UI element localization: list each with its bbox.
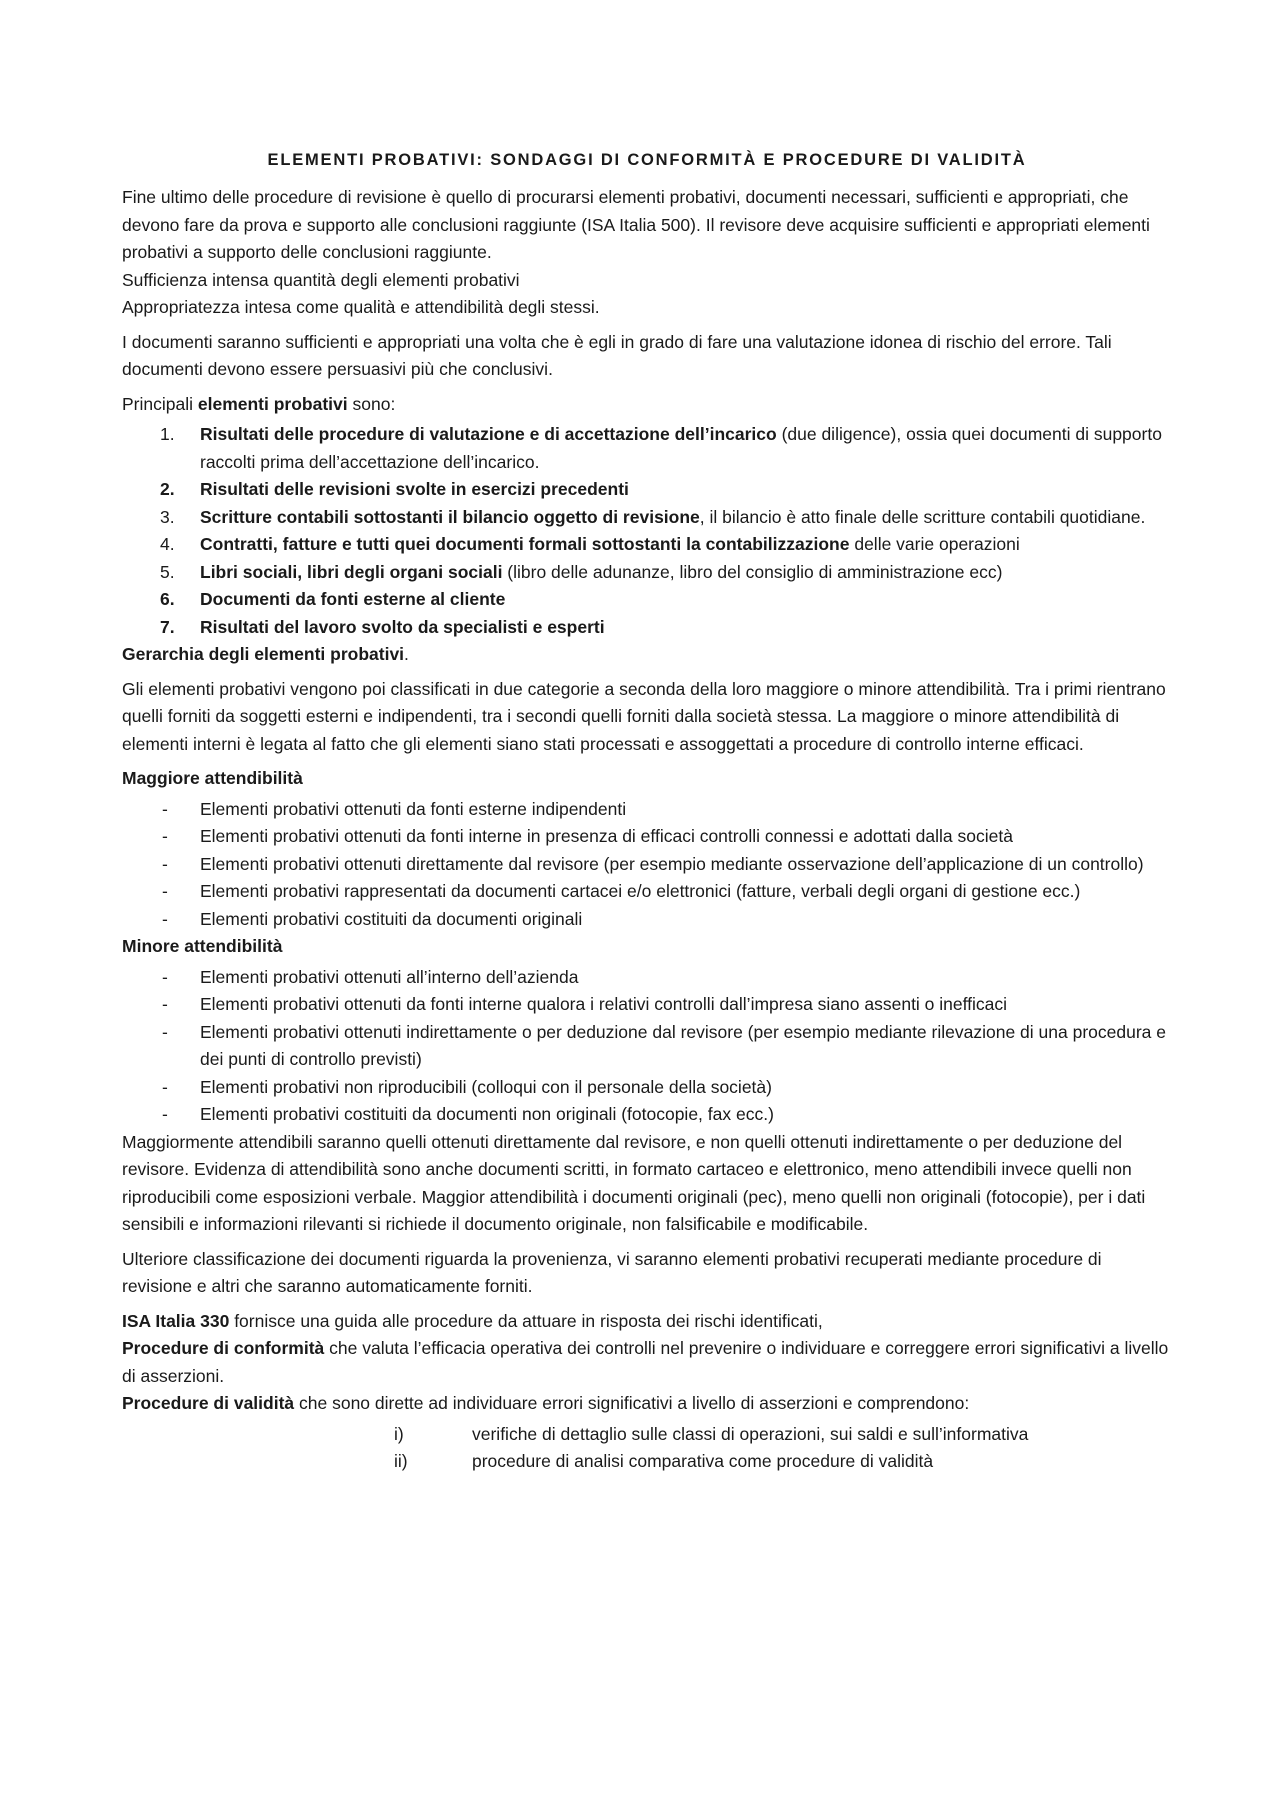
list-item-text: Elementi probativi costituiti da documenti originali: [200, 908, 583, 929]
isa330-line: [122, 1308, 1172, 1336]
list-item-bold: Risultati delle revisioni svolte in esercizi precedenti: [200, 479, 629, 499]
dash-bullet-icon: -: [162, 994, 168, 1014]
list-number: 7.: [160, 616, 175, 637]
list-item-text: Elementi probativi costituiti da documenti non originali (fotocopie, fax ecc.): [200, 1104, 774, 1124]
list-number: 4.: [160, 534, 175, 554]
dash-bullet-icon: -: [162, 853, 168, 874]
list-item: [122, 1074, 1172, 1102]
dash-bullet-icon: -: [162, 966, 168, 987]
list-item: [122, 823, 1172, 851]
dash-bullet-icon: -: [162, 908, 168, 929]
list-item: [122, 614, 1172, 642]
sufficienza-line: Sufficienza intensa quantità degli elementi probativi: [122, 269, 520, 290]
list-item-bold: Documenti da fonti esterne al cliente: [200, 589, 506, 609]
list-item: [122, 964, 1172, 992]
dash-bullet-icon: -: [162, 881, 168, 901]
list-item-text: Elementi probativi ottenuti da fonti esterne indipendenti: [200, 798, 627, 819]
dash-bullet-icon: -: [162, 798, 168, 819]
list-item: [122, 851, 1172, 879]
dash-bullet-icon: -: [162, 826, 168, 846]
list-item: [122, 991, 1172, 1019]
dash-bullet-icon: -: [162, 1104, 168, 1124]
principali-list: [122, 421, 1172, 641]
list-item-bold: Scritture contabili sottostanti il bilancio oggetto di revisione: [200, 506, 700, 527]
list-item-text: Elementi probativi ottenuti da fonti interne in presenza di efficaci controlli connessi e adottati dalla società: [200, 826, 1013, 846]
maggiore-list: [122, 796, 1172, 934]
list-item: [122, 476, 1172, 504]
validita-text: che sono dirette ad individuare errori significativi a livello di asserzioni e comprendono:: [294, 1393, 970, 1413]
roman-number: i): [394, 1423, 404, 1444]
intro-paragraph: Fine ultimo delle procedure di revisione è quello di procurarsi elementi probativi, documenti necessari, sufficienti e appropriati, che devono fare da prova e supporto alle conclusioni raggiunte (ISA Italia 500). Il revisore deve acquisire sufficienti e appropriati elementi probativi a supporto delle conclusioni raggiunte.: [122, 187, 1150, 262]
document-body: [122, 148, 1172, 1476]
principali-lead: [122, 391, 1172, 419]
list-item: [122, 531, 1172, 559]
list-item-text: verifiche di dettaglio sulle classi di operazioni, sui saldi e sull’informativa: [472, 1423, 1029, 1444]
list-item: [122, 796, 1172, 824]
list-item-text: (due diligence), ossia quei documenti di supporto raccolti prima dell’accettazione dell’incarico.: [200, 424, 1162, 472]
principali-lead-text: Principali: [122, 393, 198, 414]
appropriatezza-line: Appropriatezza intesa come qualità e attendibilità degli stessi.: [122, 297, 600, 317]
page-title: ELEMENTI PROBATIVI: SONDAGGI DI CONFORMITÀ E PROCEDURE DI VALIDITÀ: [267, 151, 1027, 169]
principali-lead-bold: elementi probativi: [197, 393, 348, 414]
list-number: 6.: [160, 589, 175, 609]
list-item-text: , il bilancio è atto finale delle scritture contabili quotidiane.: [699, 506, 1146, 527]
persuasivi-paragraph: I documenti saranno sufficienti e appropriati una volta che è egli in grado di fare una valutazione idonea di rischio del errore. Tali documenti devono essere persuasivi più che conclusivi.: [122, 331, 1112, 379]
isa330-text: fornisce una guida alle procedure da attuare in risposta dei rischi identificati,: [229, 1310, 823, 1331]
list-item-bold: Libri sociali, libri degli organi sociali: [200, 561, 503, 582]
minore-list: [122, 964, 1172, 1129]
list-item: [122, 1448, 1172, 1476]
maggiore-heading: [122, 765, 1172, 793]
validita-bold: Procedure di validità: [122, 1393, 295, 1413]
minore-heading-bold: Minore attendibilità: [122, 936, 283, 956]
list-item-text: Elementi probativi ottenuti direttamente dal revisore (per esempio mediante osservazione dell’applicazione di un controllo): [200, 853, 1144, 874]
validita-list: [122, 1421, 1172, 1476]
list-item: [122, 421, 1172, 476]
list-item-text: procedure di analisi comparativa come procedure di validità: [472, 1451, 934, 1471]
conformita-text: che valuta l’efficacia operativa dei controlli nel prevenire o individuare e correggere errori significativi a livello di asserzioni.: [122, 1338, 1169, 1386]
list-item: [122, 1421, 1172, 1449]
list-item: [122, 1101, 1172, 1129]
list-item-text: Elementi probativi rappresentati da documenti cartacei e/o elettronici (fatture, verbali degli organi di gestione ecc.): [200, 881, 1081, 901]
list-number: 3.: [160, 506, 175, 527]
validita-paragraph: [122, 1390, 1172, 1418]
list-item: [122, 1019, 1172, 1074]
list-item: [122, 878, 1172, 906]
list-item-text: Elementi probativi ottenuti indirettamente o per deduzione dal revisore (per esempio mediante rilevazione di una procedura e dei punti di controllo previsti): [200, 1021, 1166, 1069]
list-item-bold: Risultati delle procedure di valutazione e di accettazione dell’incarico: [200, 424, 777, 444]
conformita-bold: Procedure di conformità: [122, 1338, 325, 1358]
list-item-bold: Contratti, fatture e tutti quei documenti formali sottostanti la contabilizzazione: [200, 534, 850, 554]
list-item-text: Elementi probativi ottenuti da fonti interne qualora i relativi controlli dall’impresa siano assenti o inefficaci: [200, 994, 1008, 1014]
provenienza-paragraph: Ulteriore classificazione dei documenti riguarda la provenienza, vi saranno elementi probativi recuperati mediante procedure di revisione e altri che saranno automaticamente forniti.: [122, 1248, 1102, 1296]
list-item: [122, 906, 1172, 934]
list-number: 5.: [160, 561, 175, 582]
list-item-bold: Risultati del lavoro svolto da specialisti e esperti: [200, 616, 605, 637]
list-item-text: delle varie operazioni: [849, 534, 1020, 554]
principali-lead-tail: sono:: [347, 393, 396, 414]
maggiore-heading-bold: Maggiore attendibilità: [122, 768, 303, 788]
dash-bullet-icon: -: [162, 1076, 168, 1097]
list-item: [122, 586, 1172, 614]
list-item-text: Elementi probativi ottenuti all’interno dell’azienda: [200, 966, 579, 987]
isa330-bold: ISA Italia 330: [122, 1310, 230, 1331]
conclusione-paragraph: Maggiormente attendibili saranno quelli ottenuti direttamente dal revisore, e non quelli ottenuti indirettamente o per deduzione del revisore. Evidenza di attendibilità sono anche documenti scritti, in formato cartaceo e elettronico, meno attendibili invece quelli non riproducibili come esposizioni verbale. Maggior attendibilità i documenti originali (pec), meno quelli non originali (fotocopie), per i dati sensibili e informazioni rilevanti si richiede il documento originale, non falsificabile e modificabile.: [122, 1131, 1146, 1234]
conformita-paragraph: [122, 1335, 1172, 1390]
list-item-text: (libro delle adunanze, libro del consiglio di amministrazione ecc): [502, 561, 1003, 582]
list-item: [122, 559, 1172, 587]
list-number: 1.: [160, 424, 175, 444]
gerarchia-heading: [122, 641, 1172, 669]
gerarchia-paragraph: Gli elementi probativi vengono poi classificati in due categorie a seconda della loro maggiore o minore attendibilità. Tra i primi rientrano quelli forniti da soggetti esterni e indipendenti, tra i secondi quelli forniti dalla società stessa. La maggiore o minore attendibilità di elementi interni è legata al fatto che gli elementi siano stati processati e assoggettati a procedure di controllo interne efficaci.: [122, 678, 1166, 754]
gerarchia-heading-bold: Gerarchia degli elementi probativi: [122, 644, 405, 664]
roman-number: ii): [394, 1451, 408, 1471]
list-number: 2.: [160, 479, 175, 499]
list-item-text: Elementi probativi non riproducibili (colloqui con il personale della società): [200, 1076, 772, 1097]
minore-heading: [122, 933, 1172, 961]
gerarchia-heading-tail: .: [404, 644, 409, 664]
list-item: [122, 504, 1172, 532]
dash-bullet-icon: -: [162, 1021, 168, 1042]
